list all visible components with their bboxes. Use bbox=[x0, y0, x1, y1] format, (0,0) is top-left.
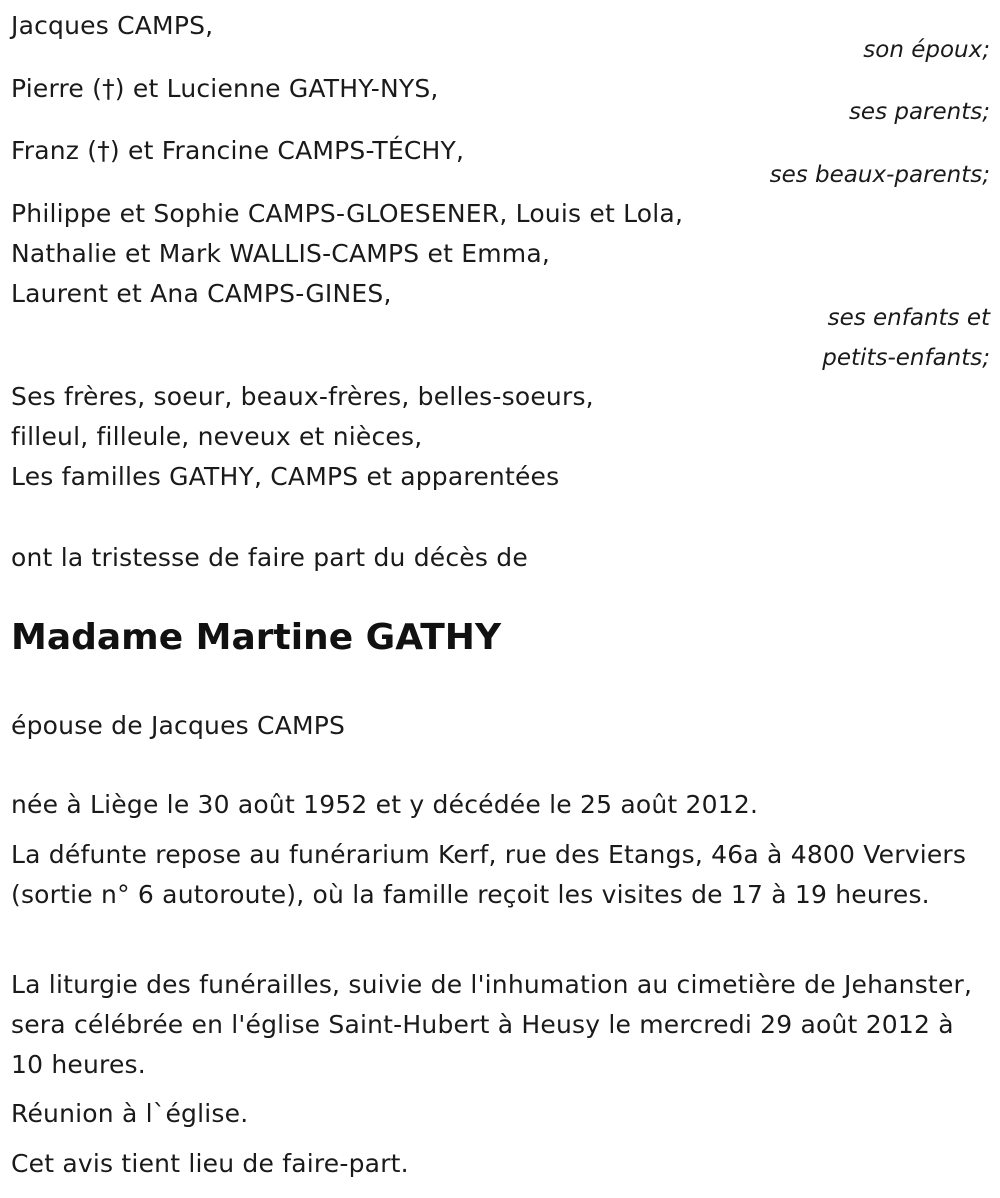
children-line: Philippe et Sophie CAMPS-GLOESENER, Louis et Lola, bbox=[11, 199, 684, 228]
funeral-home-details: La défunte repose au funérarium Kerf, rue des Etangs, 46a à 4800 Verviers (sortie n° 6 autoroute), où la famille reçoit les visites de 17 à 19 heures. bbox=[11, 840, 967, 909]
parents-in-law-names: Franz (†) et Francine CAMPS-TÉCHY, bbox=[11, 136, 465, 165]
spouse-role: son époux; bbox=[863, 37, 990, 63]
deceased-relation: épouse de Jacques CAMPS bbox=[11, 711, 346, 740]
children-role: petits-enfants; bbox=[822, 345, 990, 371]
others-line: Les familles GATHY, CAMPS et apparentées bbox=[11, 462, 560, 491]
deceased-name: Madame Martine GATHY bbox=[11, 617, 502, 658]
children-role: ses enfants et bbox=[827, 305, 990, 331]
others-line: Ses frères, soeur, beaux-frères, belles-soeurs, bbox=[11, 382, 594, 411]
parents-role: ses parents; bbox=[848, 99, 990, 125]
notice-footer: Cet avis tient lieu de faire-part. bbox=[11, 1149, 409, 1178]
announcement-text: ont la tristesse de faire part du décès de bbox=[11, 543, 528, 572]
parents-in-law-role: ses beaux-parents; bbox=[769, 162, 990, 188]
birth-death-details: née à Liège le 30 août 1952 et y décédée le 25 août 2012. bbox=[11, 790, 759, 819]
spouse-name: Jacques CAMPS, bbox=[11, 11, 214, 40]
children-line: Laurent et Ana CAMPS-GINES, bbox=[11, 279, 392, 308]
parents-names: Pierre (†) et Lucienne GATHY-NYS, bbox=[11, 74, 439, 103]
meeting-details: Réunion à l`église. bbox=[11, 1099, 249, 1128]
liturgy-details: La liturgie des funérailles, suivie de l'inhumation au cimetière de Jehanster, sera célébrée en l'église Saint-Hubert à Heusy le mercredi 29 août 2012 à 10 heures. bbox=[11, 970, 973, 1079]
others-line: filleul, filleule, neveux et nièces, bbox=[11, 422, 423, 451]
children-line: Nathalie et Mark WALLIS-CAMPS et Emma, bbox=[11, 239, 551, 268]
